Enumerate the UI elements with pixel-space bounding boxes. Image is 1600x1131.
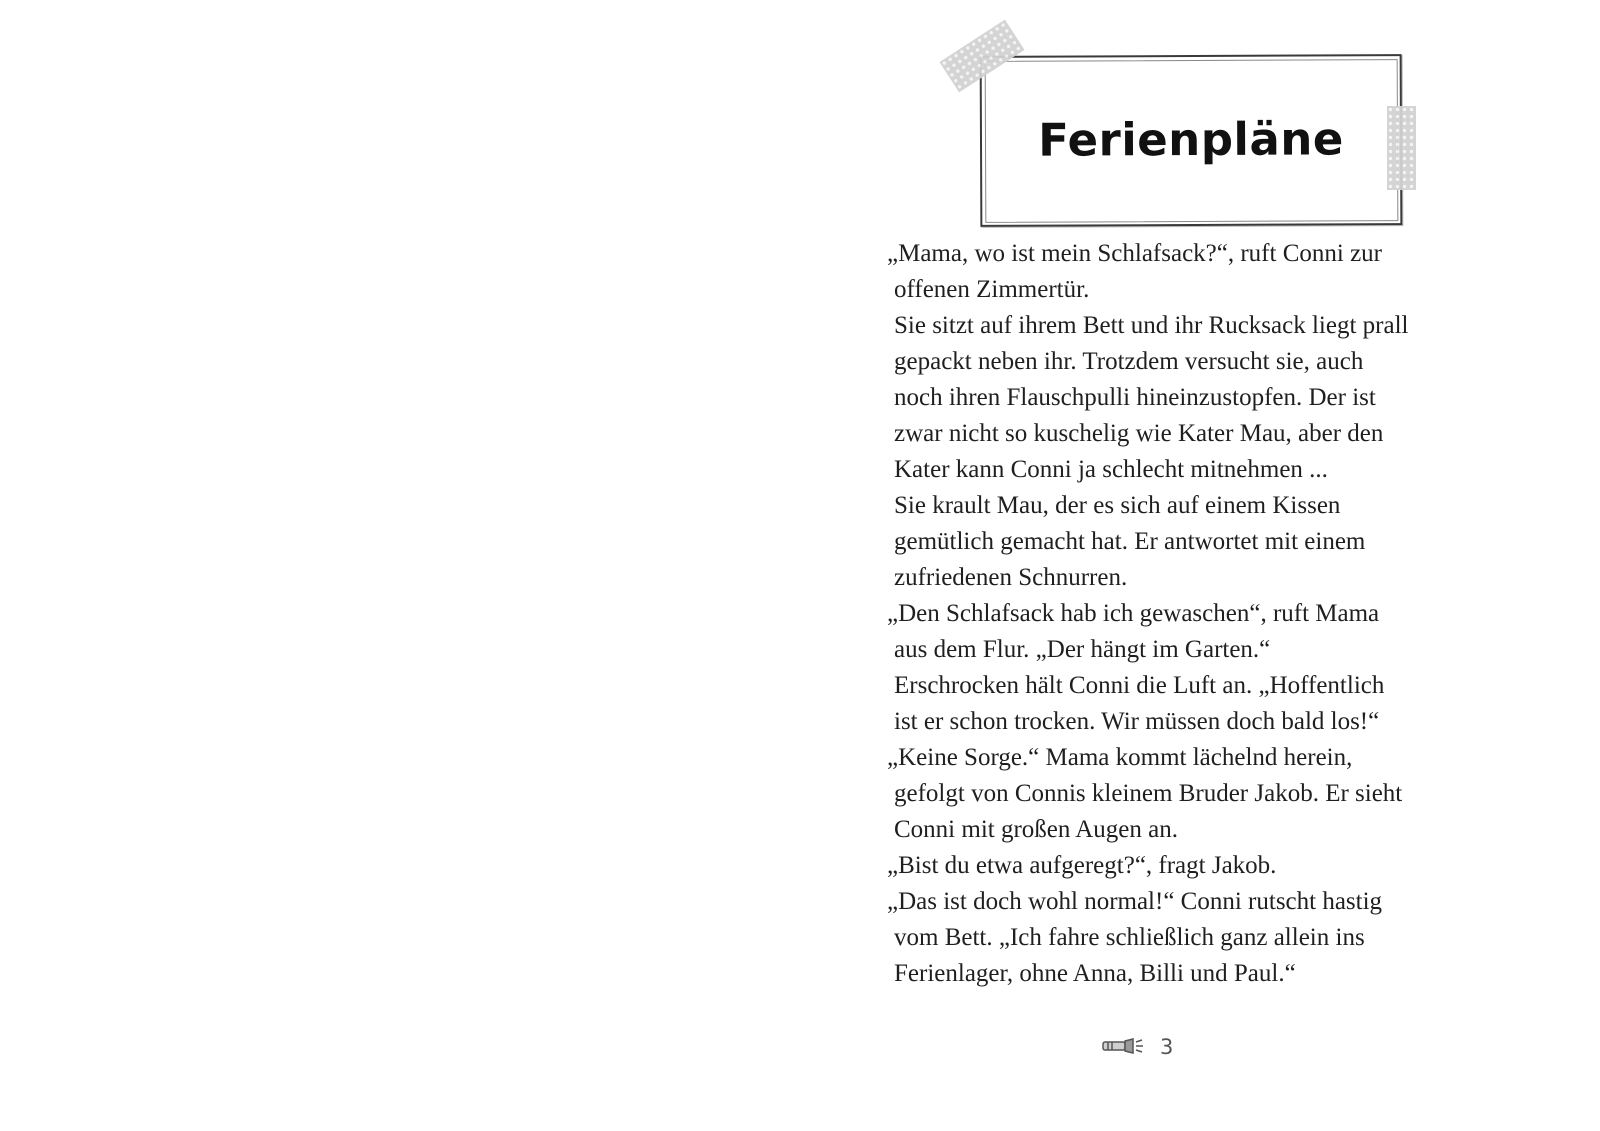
text-line: gemütlich gemacht hat. Er antwortet mit einem bbox=[894, 528, 1366, 555]
text-line: gefolgt von Connis kleinem Bruder Jakob. Er sieht bbox=[894, 780, 1403, 807]
text-line: zwar nicht so kuschelig wie Kater Mau, aber den bbox=[894, 420, 1384, 447]
right-page bbox=[800, 0, 1600, 1131]
text-line: vom Bett. „Ich fahre schließlich ganz allein ins bbox=[894, 924, 1365, 951]
flashlight-icon bbox=[1100, 1035, 1148, 1064]
text-line: offenen Zimmertür. bbox=[894, 276, 1090, 303]
chapter-title: Ferienpläne bbox=[1038, 112, 1344, 167]
chapter-title-card bbox=[980, 54, 1403, 227]
text-line: ist er schon trocken. Wir müssen doch bald los!“ bbox=[894, 708, 1380, 735]
text-line: „Bist du etwa aufgeregt?“, fragt Jakob. bbox=[887, 852, 1277, 879]
text-line: „Mama, wo ist mein Schlafsack?“, ruft Conni zur bbox=[887, 240, 1382, 267]
text-line: Kater kann Conni ja schlecht mitnehmen ... bbox=[894, 456, 1328, 483]
chapter-body-text bbox=[887, 236, 1477, 992]
page-number: 3 bbox=[1160, 1035, 1174, 1059]
text-line: Ferienlager, ohne Anna, Billi und Paul.“ bbox=[894, 960, 1296, 987]
page-footer bbox=[1100, 1035, 1220, 1065]
text-line: gepackt neben ihr. Trotzdem versucht sie, auch bbox=[894, 348, 1364, 375]
text-line: „Das ist doch wohl normal!“ Conni rutscht hastig bbox=[887, 888, 1383, 915]
text-line: Sie krault Mau, der es sich auf einem Kissen bbox=[894, 492, 1341, 519]
text-line: Conni mit großen Augen an. bbox=[894, 816, 1178, 843]
text-line: „Keine Sorge.“ Mama kommt lächelnd herein, bbox=[887, 744, 1353, 771]
text-line: zufriedenen Schnurren. bbox=[894, 564, 1128, 591]
text-line: noch ihren Flauschpulli hineinzustopfen. Der ist bbox=[894, 384, 1376, 411]
text-line: „Den Schlafsack hab ich gewaschen“, ruft Mama bbox=[887, 600, 1380, 627]
text-line: aus dem Flur. „Der hängt im Garten.“ bbox=[894, 636, 1271, 663]
text-line: Erschrocken hält Conni die Luft an. „Hoffentlich bbox=[894, 672, 1385, 699]
text-line: Sie sitzt auf ihrem Bett und ihr Rucksack liegt prall bbox=[894, 312, 1409, 339]
tape-strip-right bbox=[1387, 106, 1416, 190]
